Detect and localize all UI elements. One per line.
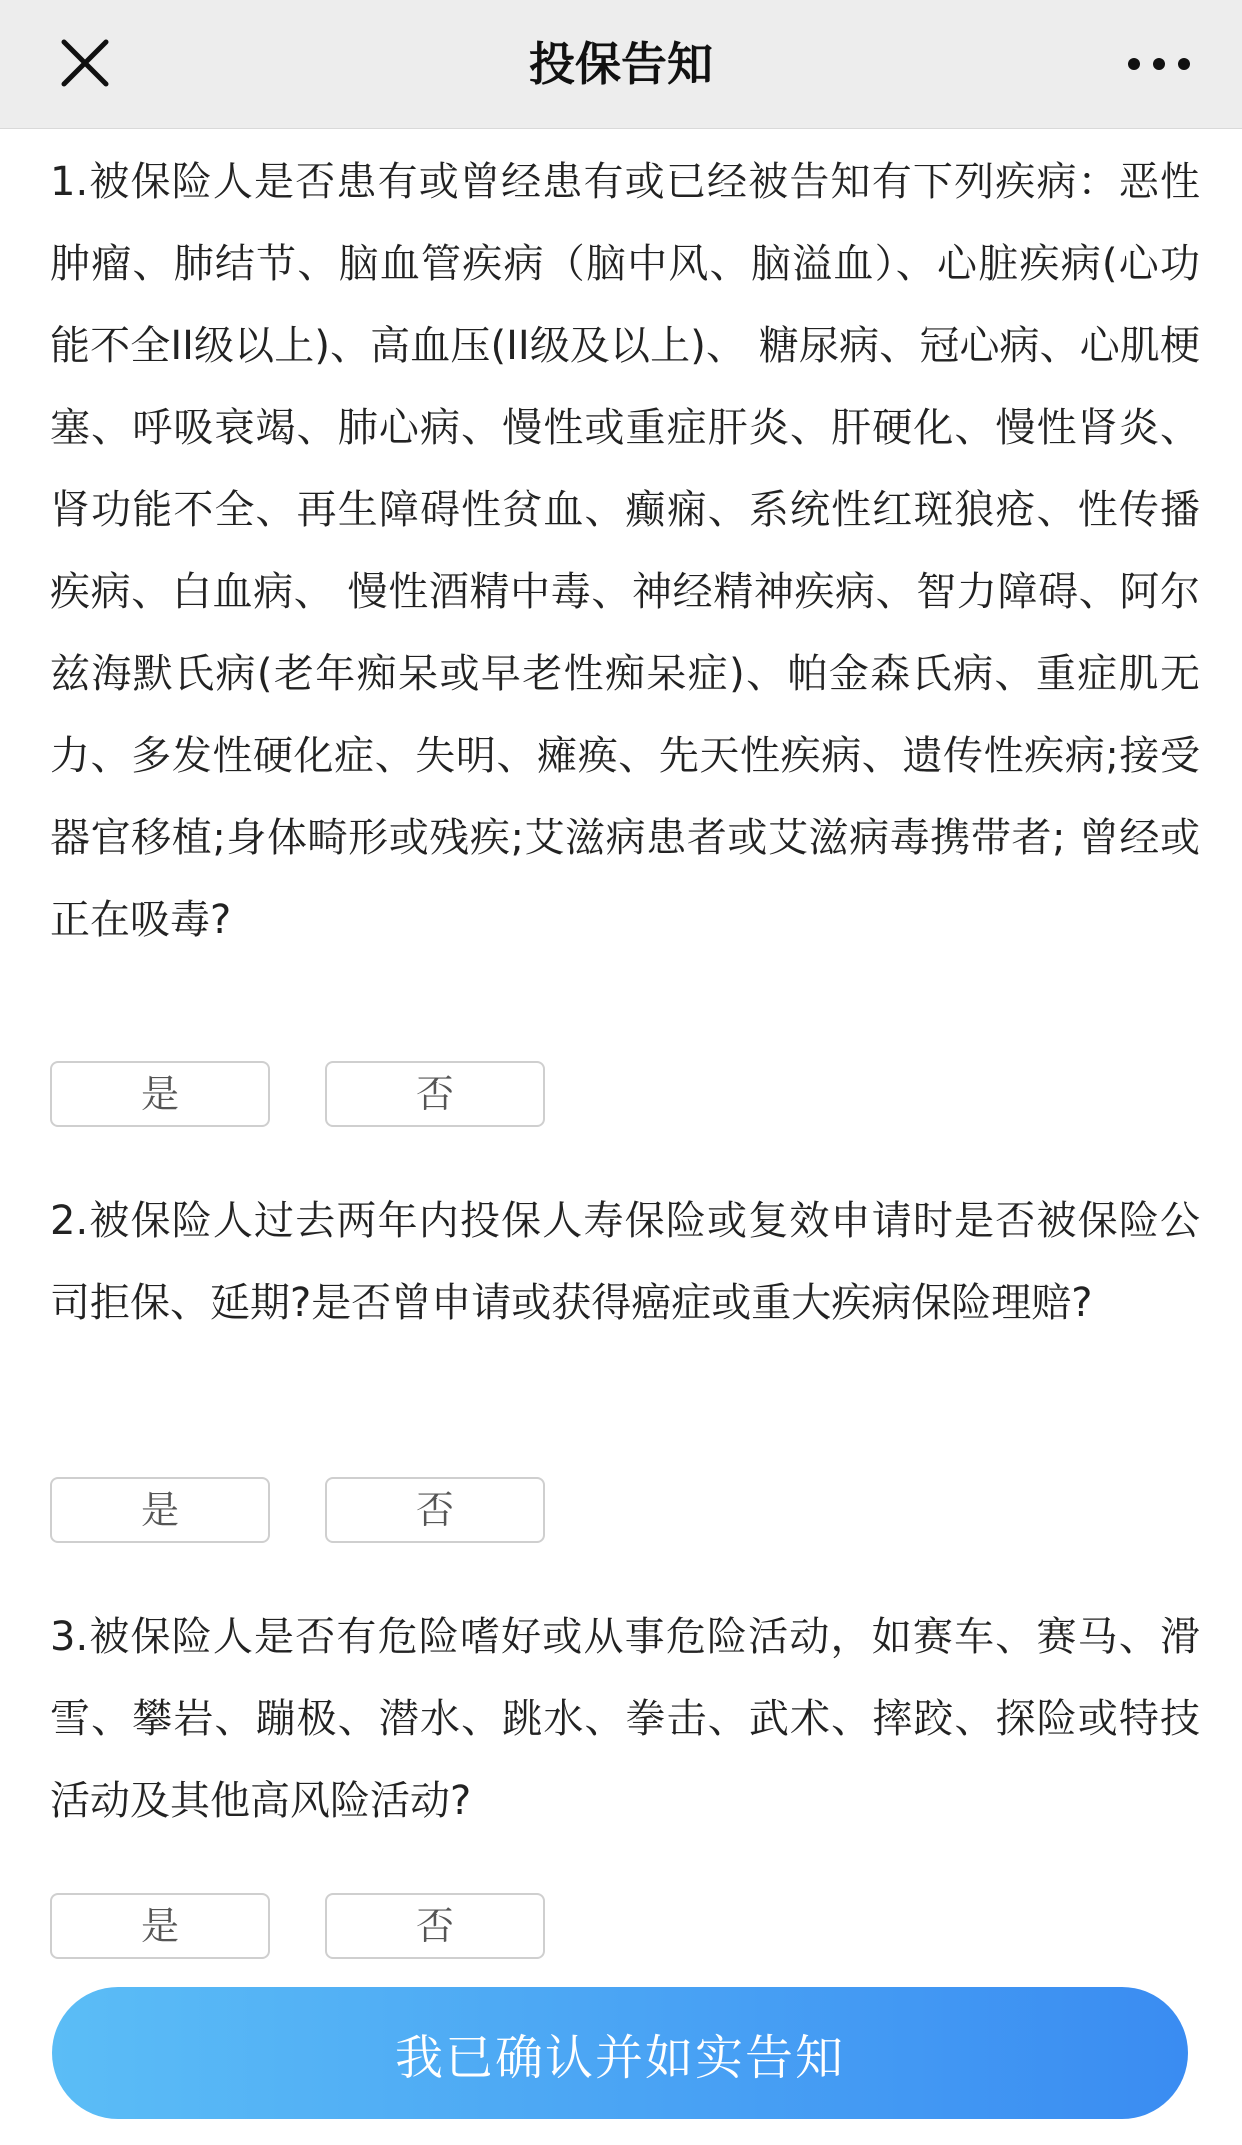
- question-3-no-button[interactable]: 否: [325, 1893, 545, 1959]
- question-1-text: 1.被保险人是否患有或曾经患有或已经被告知有下列疾病：恶性肿瘤、肺结节、脑血管疾病（脑中风、脑溢血）、心脏疾病(心功能不全II级以上)、高血压(II级及以上)、 糖尿病、冠心病、心肌梗塞、呼吸衰竭、肺心病、慢性或重症肝炎、肝硬化、慢性肾炎、 肾功能不全、再生障碍性贫血、癫痫、系统性红斑狼疮、性传播疾病、白血病、 慢性酒精中毒、神经精神疾病、智力障碍、阿尔兹海默氏病(老年痴呆或早老性痴呆症)、帕金森氏病、重症肌无力、多发性硬化症、失明、瘫痪、先天性疾病、遗传性疾病;接受器官移植;身体畸形或残疾;艾滋病患者或艾滋病毒携带者; 曾经或正在吸毒?: [50, 159, 1200, 943]
- question-3-yes-button[interactable]: 是: [50, 1893, 270, 1959]
- question-2-text: 2.被保险人过去两年内投保人寿保险或复效申请时是否被保险公司拒保、延期?是否曾申请或获得癌症或重大疾病保险理赔?: [50, 1198, 1200, 1326]
- question-1-yes-button[interactable]: 是: [50, 1061, 270, 1127]
- question-2-yes-button[interactable]: 是: [50, 1477, 270, 1543]
- page-title: 投保告知: [529, 37, 713, 91]
- bottom-bar: [0, 1965, 1242, 2145]
- questions-list[interactable]: [0, 129, 1242, 1965]
- question-1-no-button[interactable]: 否: [325, 1061, 545, 1127]
- confirm-disclosure-button[interactable]: 我已确认并如实告知: [52, 1987, 1188, 2119]
- question-3-text: 3.被保险人是否有危险嗜好或从事危险活动，如赛车、赛马、滑雪、攀岩、蹦极、潜水、跳水、拳击、武术、摔跤、探险或特技活动及其他高风险活动?: [50, 1614, 1200, 1824]
- more-dots-icon[interactable]: [1122, 44, 1196, 84]
- close-icon[interactable]: [52, 30, 118, 96]
- question-2-no-button[interactable]: 否: [325, 1477, 545, 1543]
- nav-bar: [0, 0, 1242, 129]
